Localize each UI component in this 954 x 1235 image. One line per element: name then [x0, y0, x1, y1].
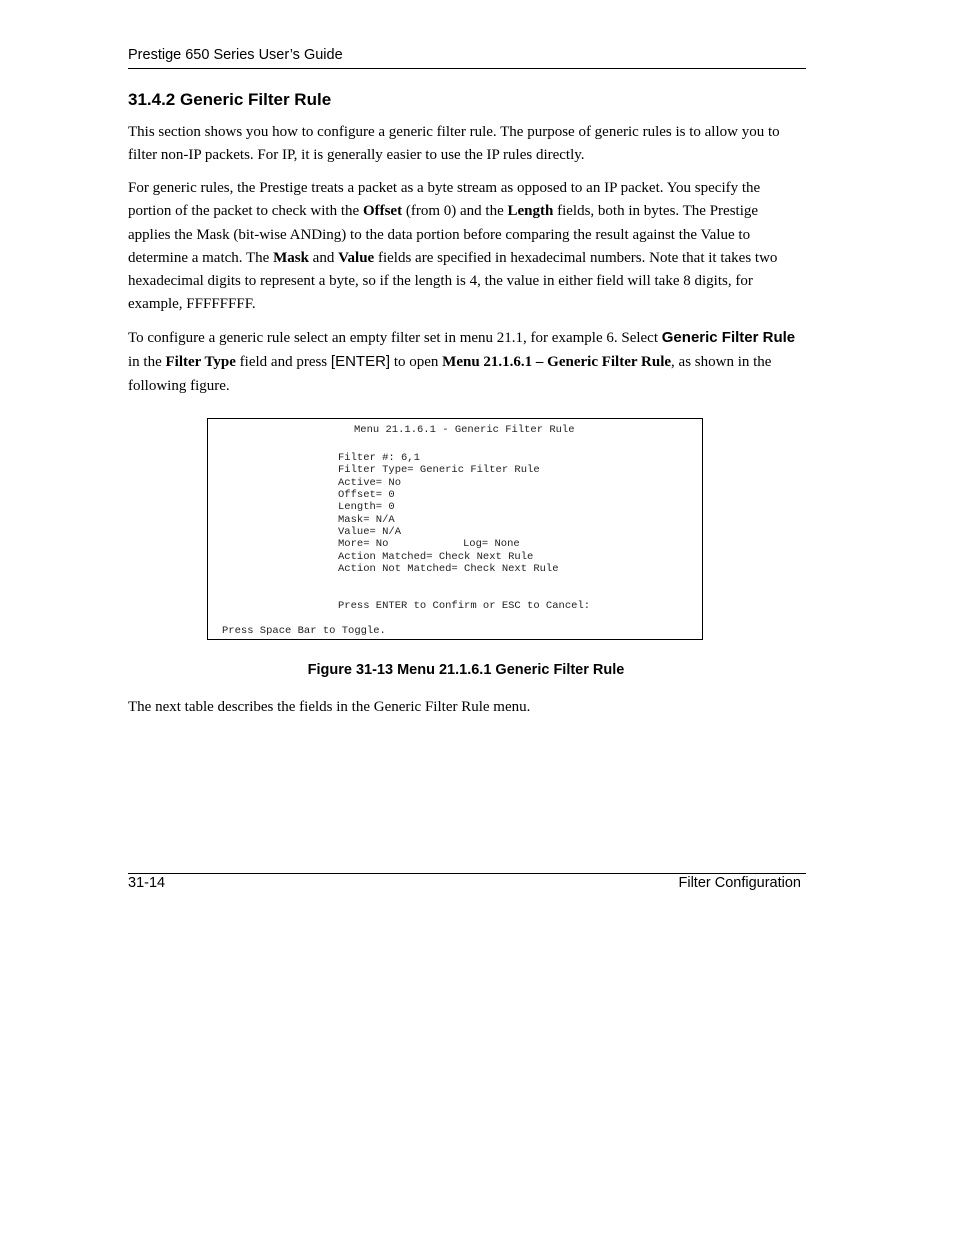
configure-paragraph — [128, 326, 804, 398]
filter-type-field: Filter Type= Generic Filter Rule — [338, 464, 540, 476]
text-run: , as shown in the following figure. — [128, 354, 772, 394]
bold-term-offset: Offset — [362, 203, 403, 220]
running-header: Prestige 650 Series User’s Guide — [128, 47, 343, 63]
offset-field: Offset= 0 — [338, 489, 395, 501]
bold-term-filter-type: Filter Type — [165, 354, 236, 371]
more-field: More= No — [338, 538, 389, 550]
mask-field: Mask= N/A — [338, 514, 395, 526]
text-run: field and press — [235, 354, 331, 371]
active-field: Active= No — [338, 477, 402, 489]
key-enter: [ENTER] — [330, 353, 391, 371]
value-field: Value= N/A — [338, 526, 402, 538]
ui-term-generic-filter-rule: Generic Filter Rule — [661, 329, 796, 346]
text-run: in the — [128, 354, 166, 371]
text-run: fields, both in bytes. The Prestige applies the Mask (bit-wise ANDing) to the data portion before comparing the result against the Value to determine a match. The — [128, 203, 759, 266]
table-intro-paragraph: The next table describes the fields in the Generic Filter Rule menu. — [128, 699, 531, 715]
text-run: and — [308, 249, 339, 266]
bold-term-value: Value — [338, 249, 375, 266]
generic-rules-paragraph — [128, 177, 804, 317]
chapter-title: Filter Configuration — [678, 875, 801, 891]
text-run: (from 0) and the — [402, 203, 508, 220]
log-field: Log= None — [463, 538, 520, 550]
bold-term-length: Length — [507, 203, 554, 220]
terminal-screen — [207, 418, 703, 640]
bold-term-mask: Mask — [273, 249, 309, 266]
footer-divider — [128, 873, 806, 874]
action-matched-field: Action Matched= Check Next Rule — [338, 551, 534, 563]
confirm-prompt: Press ENTER to Confirm or ESC to Cancel: — [338, 600, 591, 612]
figure-caption: Figure 31-13 Menu 21.1.6.1 Generic Filter Rule — [307, 662, 625, 678]
bold-term-menu-name: Menu 21.1.6.1 – Generic Filter Rule — [442, 354, 672, 371]
action-not-matched-field: Action Not Matched= Check Next Rule — [338, 563, 559, 575]
menu-title: Menu 21.1.6.1 - Generic Filter Rule — [354, 424, 575, 436]
text-run: to open — [390, 354, 443, 371]
header-divider — [128, 68, 806, 69]
intro-paragraph: This section shows you how to configure a generic filter rule. The purpose of generic rules is to allow you to filter non-IP packets. For IP, it is generally easier to use the IP rules directly. — [128, 124, 780, 164]
toggle-hint: Press Space Bar to Toggle. — [222, 625, 386, 637]
text-run: To configure a generic rule select an empty filter set in menu 21.1, for example 6. Select — [128, 330, 662, 346]
text-run: For generic rules, the Prestige treats a packet as a byte stream as opposed to an IP packet. You specify the portion of the packet to check with the — [128, 180, 761, 220]
filter-number-field: Filter #: 6,1 — [338, 452, 420, 464]
section-title: 31.4.2 Generic Filter Rule — [128, 90, 332, 109]
page-number: 31-14 — [128, 875, 166, 891]
text-run: fields are specified in hexadecimal numbers. Note that it takes two hexadecimal digits to represent a byte, so if the length is 4, the value in either field will take 8 digits, for example, FFFFFFFF. — [128, 249, 778, 313]
length-field: Length= 0 — [338, 501, 395, 513]
